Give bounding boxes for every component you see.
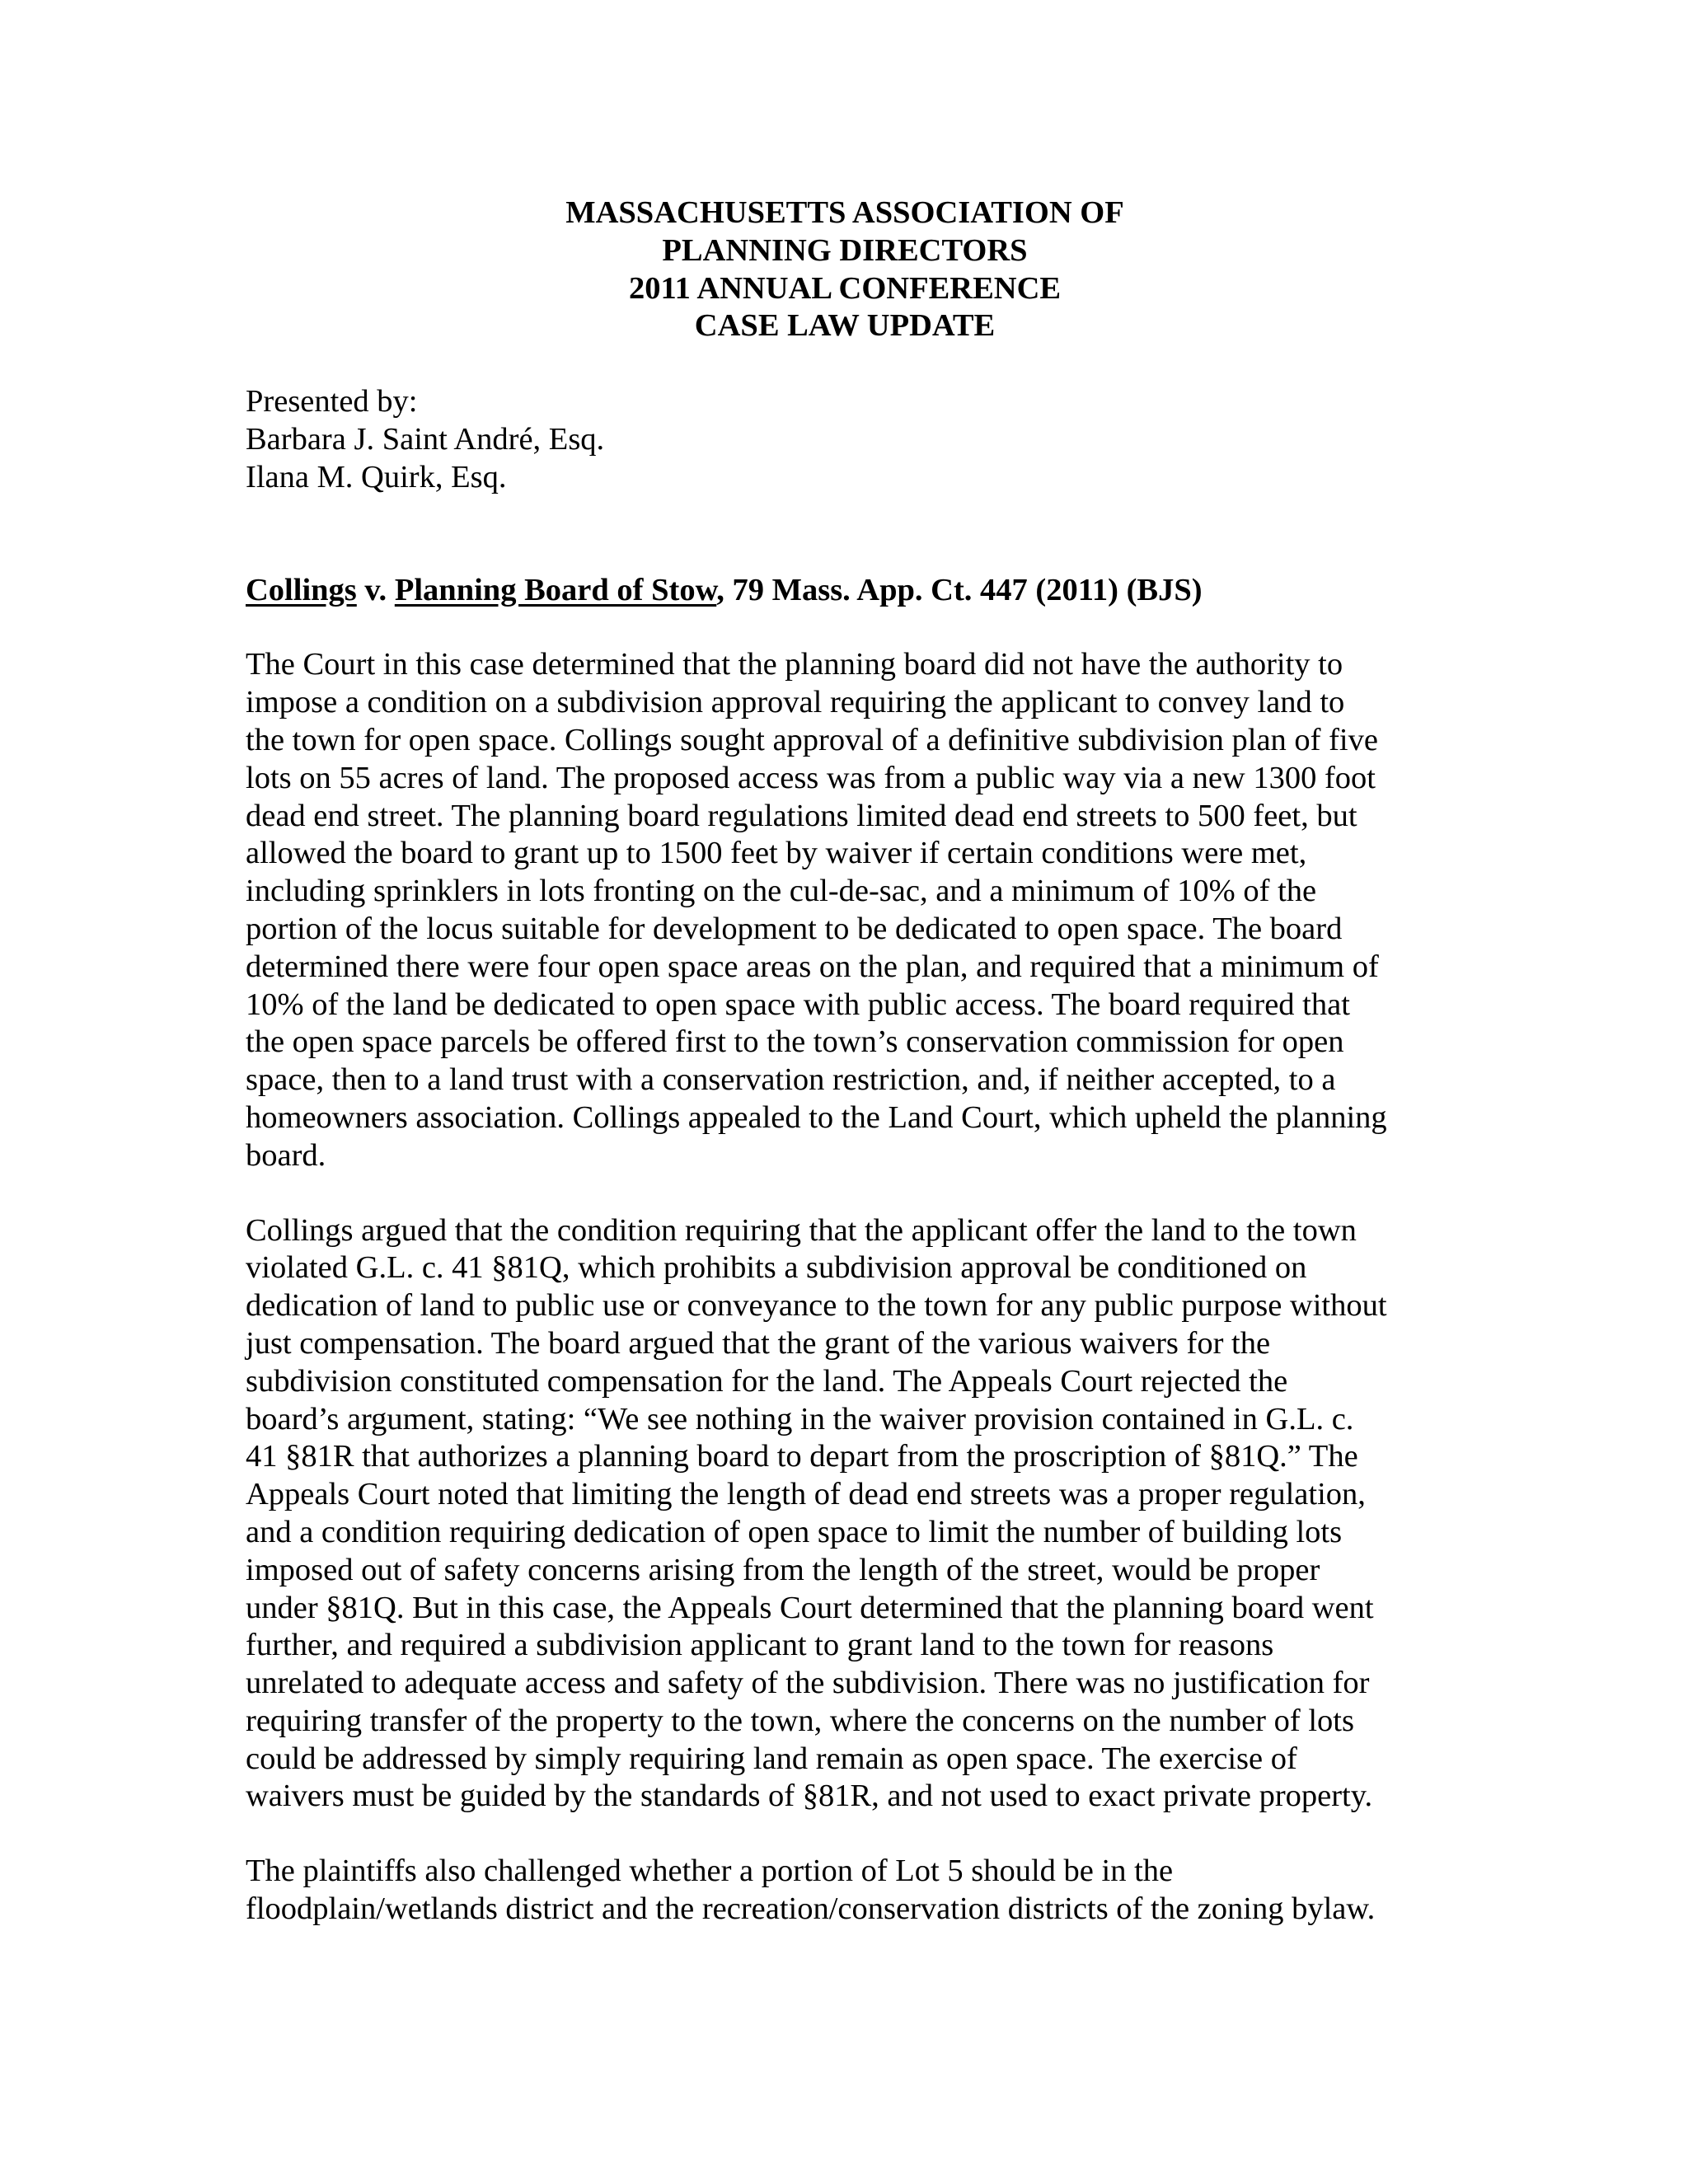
paragraph-line: Appeals Court noted that limiting the length of dead end streets was a proper regulation,	[246, 1477, 1366, 1512]
paragraph-line: and a condition requiring dedication of open space to limit the number of building lots	[246, 1514, 1343, 1549]
paragraph-line: including sprinklers in lots fronting on the cul-de-sac, and a minimum of 10% of the	[246, 874, 1317, 909]
paragraph-line: the open space parcels be offered first to the town’s conservation commission for open	[246, 1024, 1344, 1060]
paragraph-line: imposed out of safety concerns arising from the length of the street, would be proper	[246, 1552, 1320, 1587]
title-line: PLANNING DIRECTORS	[662, 232, 1028, 268]
paragraph-line: 10% of the land be dedicated to open space with public access. The board required that	[246, 987, 1350, 1022]
paragraph-line: determined there were four open space areas on the plan, and required that a minimum of	[246, 949, 1379, 984]
paragraph-line: homeowners association. Collings appealed to the Land Court, which upheld the planning	[246, 1099, 1387, 1135]
presenters-block	[246, 383, 1449, 496]
paragraph-line: portion of the locus suitable for development to be dedicated to open space. The board	[246, 911, 1343, 946]
paragraph-line: dedication of land to public use or conveyance to the town for any public purpose without	[246, 1288, 1387, 1324]
paragraph-line: board.	[246, 1137, 326, 1173]
paragraph-line: 41 §81R that authorizes a planning board to depart from the proscription of §81Q.” The	[246, 1439, 1358, 1474]
title-line: MASSACHUSETTS ASSOCIATION OF	[565, 195, 1124, 230]
case-heading	[246, 572, 1449, 610]
document-title	[243, 194, 1447, 345]
case-defendant: Planning Board of Stow	[394, 572, 717, 607]
paragraph-line: floodplain/wetlands district and the recreation/conservation districts of the zoning bylaw.	[246, 1891, 1376, 1927]
paragraph-line: The Court in this case determined that the planning board did not have the authority to	[246, 647, 1343, 682]
case-versus: v.	[356, 572, 395, 607]
paragraph-line: impose a condition on a subdivision approval requiring the applicant to convey land to	[246, 685, 1345, 720]
paragraph-line: could be addressed by simply requiring land remain as open space. The exercise of	[246, 1741, 1297, 1776]
paragraph-line: further, and required a subdivision applicant to grant land to the town for reasons	[246, 1628, 1274, 1663]
paragraph-line: the town for open space. Collings sought approval of a definitive subdivision plan of five	[246, 722, 1378, 757]
paragraph-line: waivers must be guided by the standards of §81R, and not used to exact private property.	[246, 1779, 1373, 1814]
body-paragraph	[246, 1853, 1449, 1929]
presenter-name: Barbara J. Saint André, Esq.	[246, 421, 605, 457]
paragraph-line: The plaintiffs also challenged whether a portion of Lot 5 should be in the	[246, 1854, 1174, 1889]
paragraph-line: lots on 55 acres of land. The proposed access was from a public way via a new 1300 foot	[246, 760, 1376, 795]
case-citation: , 79 Mass. App. Ct. 447 (2011) (BJS)	[716, 572, 1203, 607]
paragraph-line: allowed the board to grant up to 1500 feet by waiver if certain conditions were met,	[246, 836, 1307, 871]
paragraph-line: under §81Q. But in this case, the Appeals Court determined that the planning board went	[246, 1590, 1374, 1625]
paragraph-line: board’s argument, stating: “We see nothing in the waiver provision contained in G.L. c.	[246, 1401, 1354, 1436]
document-page	[246, 194, 1449, 1929]
paragraph-line: dead end street. The planning board regulations limited dead end streets to 500 feet, but	[246, 798, 1357, 833]
body-paragraph	[246, 646, 1449, 1174]
paragraph-line: Collings argued that the condition requiring that the applicant offer the land to the town	[246, 1212, 1357, 1248]
paragraph-line: unrelated to adequate access and safety of the subdivision. There was no justification for	[246, 1666, 1370, 1701]
paragraph-line: just compensation. The board argued that the grant of the various waivers for the	[246, 1325, 1271, 1361]
paragraph-line: requiring transfer of the property to the town, where the concerns on the number of lots	[246, 1703, 1354, 1738]
body-paragraph	[246, 1212, 1449, 1816]
paragraph-line: violated G.L. c. 41 §81Q, which prohibits a subdivision approval be conditioned on	[246, 1250, 1307, 1286]
title-line: 2011 ANNUAL CONFERENCE	[628, 270, 1062, 306]
presented-by-label: Presented by:	[246, 384, 418, 419]
paragraph-line: space, then to a land trust with a conservation restriction, and, if neither accepted, to a	[246, 1062, 1336, 1098]
presenter-name: Ilana M. Quirk, Esq.	[246, 459, 507, 494]
title-line: CASE LAW UPDATE	[694, 308, 996, 344]
case-plaintiff: Collings	[246, 572, 357, 607]
paragraph-line: subdivision constituted compensation for the land. The Appeals Court rejected the	[246, 1363, 1288, 1399]
